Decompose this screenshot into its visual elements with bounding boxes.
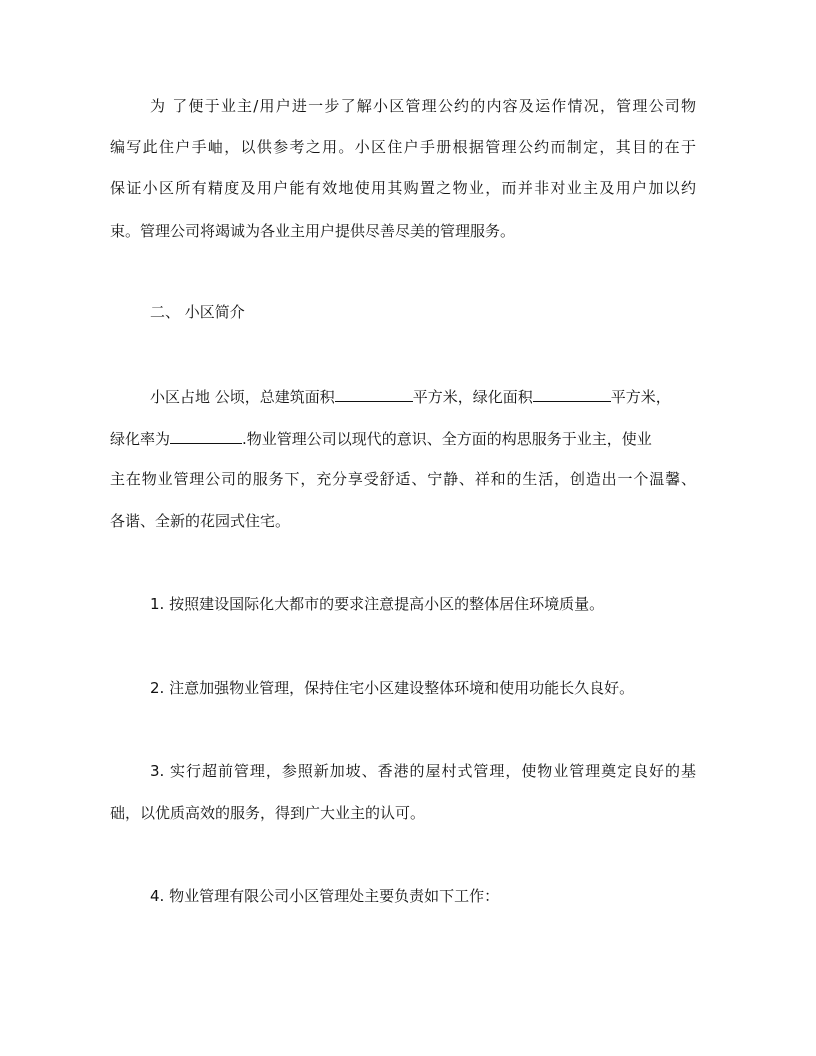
overview-line-1-text-c: 平方米， — [610, 388, 671, 406]
blank-building-area — [335, 386, 413, 402]
list-item-2: 2. 注意加强物业管理，保持住宅小区建设整体环境和使用功能长久良好。 — [150, 679, 635, 697]
section-heading: 二、 小区简介 — [150, 303, 245, 321]
list-item-3-line-1: 3. 实行超前管理，参照新加坡、香港的屋村式管理，使物业管理奠定良好的基 — [150, 762, 696, 780]
overview-line-3: 主在物业管理公司的服务下，充分享受舒适、宁静、祥和的生活，创造出一个温馨、 — [110, 470, 696, 488]
overview-line-1 — [150, 386, 696, 407]
overview-line-2 — [110, 428, 696, 449]
intro-line-3: 保证小区所有精度及用户能有效地使用其购置之物业，而并非对业主及用户加以约 — [110, 179, 696, 197]
overview-line-4: 各谐、全新的花园式住宅。 — [110, 512, 291, 530]
list-item-1: 1. 按照建设国际化大都市的要求注意提高小区的整体居住环境质量。 — [150, 595, 605, 613]
intro-line-2: 编写此住户手岫，以供参考之用。小区住户手册根据管理公约而制定，其目的在于 — [110, 138, 696, 156]
overview-line-1-text-a: 小区占地 公顷，总建筑面积 — [150, 388, 335, 406]
intro-line-4: 束。管理公司将竭诚为各业主用户提供尽善尽美的管理服务。 — [110, 222, 516, 240]
list-item-3-line-2: 础，以优质高效的服务，得到广大业主的认可。 — [110, 804, 426, 822]
list-item-4: 4. 物业管理有限公司小区管理处主要负责如下工作： — [150, 887, 500, 905]
overview-line-1-text-b: 平方米，绿化面积 — [412, 388, 533, 406]
blank-green-area — [533, 386, 611, 402]
overview-line-2-text-a: 绿化率为 — [110, 430, 171, 448]
intro-line-1: 为 了便于业主/用户进一步了解小区管理公约的内容及运作情况，管理公司物 — [150, 97, 696, 115]
overview-line-2-text-b: .物业管理公司以现代的意识、全方面的构思服务于业主，使业 — [242, 430, 652, 448]
blank-green-rate — [170, 428, 242, 444]
